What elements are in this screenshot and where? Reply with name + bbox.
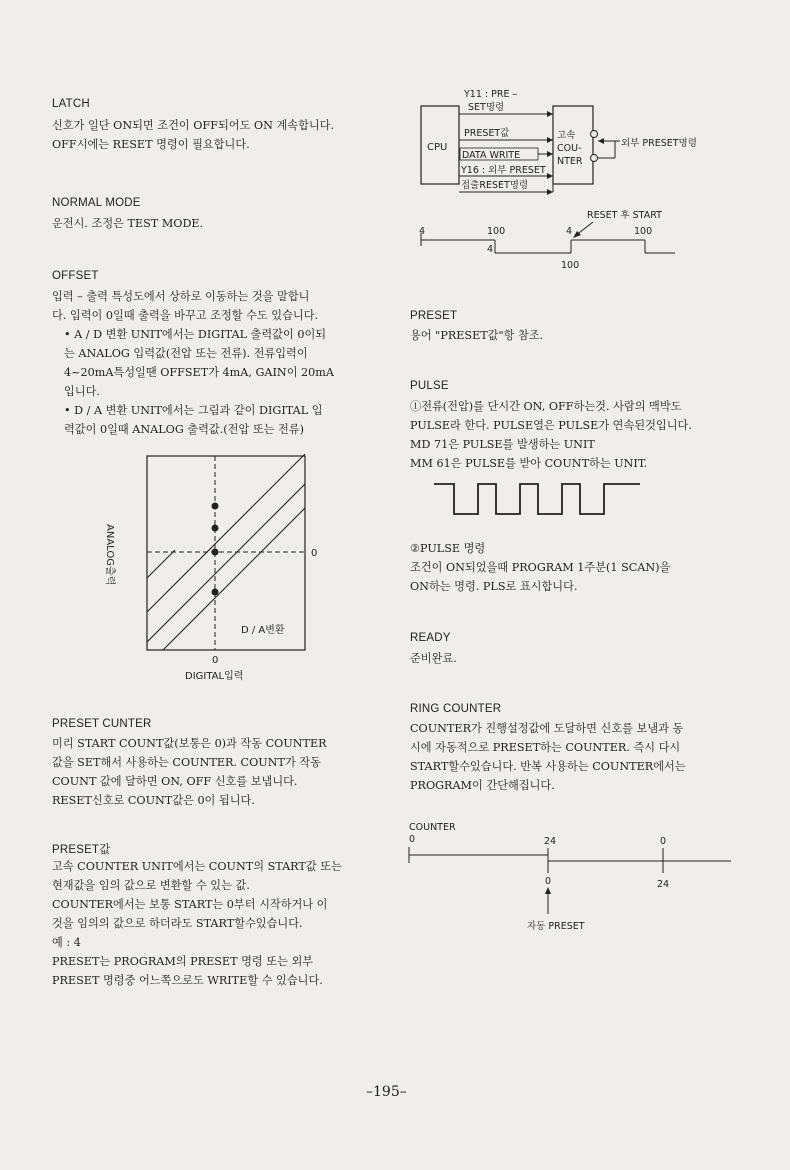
ext-reset-label: 접출RESET명령 — [461, 180, 529, 191]
ring-24-top: 24 — [544, 836, 557, 847]
offset-point-4 — [212, 589, 219, 596]
y11-label-2: SET명령 — [468, 102, 505, 113]
counter-input-1 — [591, 131, 598, 138]
offset-point-3 — [212, 549, 219, 556]
tl-value-4b: 4 — [566, 226, 573, 237]
counter-input-2 — [591, 155, 598, 162]
ring-zero-left: 0 — [409, 834, 416, 845]
chart-frame — [147, 456, 305, 650]
preset-value-label: PRESET값 — [464, 128, 510, 139]
offset-title: OFFSET — [52, 270, 99, 282]
preset-block-diagram — [415, 86, 715, 276]
ext-preset-label: 외부 PRESET명령 — [621, 138, 697, 149]
pulse-item-2: 조건이 ON되었을때 PROGRAM 1주분(1 SCAN)을 ON하는 명령. PLS로 표시합니다. — [410, 561, 671, 593]
preset-counter-title: PRESET CUNTER — [52, 718, 152, 730]
offset-chart — [95, 450, 335, 690]
tl-low-4: 4 — [487, 244, 494, 255]
latch-text: 신호가 일단 ON되면 조건이 OFF되어도 ON 계속합니다. OFF시에는 RESET 명령이 필요합니다. — [52, 119, 335, 151]
pulse-item-1: ①전류(전압)를 단시간 ON, OFF하는것. 사람의 맥박도 PULSE라 한다. PULSE열은 PULSE가 연속된것입니다. MD 71은 PULSE를 발생하는 UNIT MM 61은 PULSE를 받아 COUNT하는 UNIT. — [410, 400, 692, 470]
y11-label-1: Y11 : PRE – — [464, 89, 518, 100]
offset-text: 입력 – 출력 특성도에서 상하로 이동하는 것을 말합니 다. 입력이 0일때 출력을 바꾸고 조정할 수도 있습니다. — [52, 290, 319, 322]
pulse-waveform — [434, 484, 640, 514]
zero-bottom-label: 0 — [212, 655, 219, 666]
ready-title: READY — [410, 632, 451, 644]
x-axis-label: DIGITAL입력 — [185, 671, 244, 682]
zero-right-label: 0 — [311, 548, 318, 559]
preset-title: PRESET — [410, 310, 458, 322]
counter-label-3: NTER — [557, 156, 583, 167]
counter-label-1: 고속 — [557, 130, 576, 141]
ring-24-bottom: 24 — [657, 879, 670, 890]
restart-label: RESET 후 START — [587, 210, 662, 221]
tl-value-100b: 100 — [634, 226, 653, 237]
ring-zero-right: 0 — [660, 836, 667, 847]
ring-counter-label: COUNTER — [409, 822, 456, 833]
latch-title: LATCH — [52, 98, 90, 110]
offset-bullet-da: • D / A 변환 UNIT에서는 그림과 같이 DIGITAL 입 력값이 0일때 ANALOG 출력값.(전압 또는 전류) — [64, 404, 323, 436]
counter-label-2: COU- — [557, 143, 582, 154]
cpu-label: CPU — [427, 142, 448, 153]
characteristic-line-1 — [147, 550, 175, 578]
pulse-title: PULSE — [410, 380, 449, 392]
characteristic-line-2 — [147, 454, 305, 612]
y16-label: Y16 : 외부 PRESET — [461, 165, 546, 176]
da-label: D / A변환 — [241, 625, 285, 636]
pulse-item-2-title: ②PULSE 명령 — [410, 542, 486, 555]
preset-value-text: 고속 COUNTER UNIT에서는 COUNT의 START값 또는 현재값을 임의 값으로 변환할 수 있는 값. COUNTER에서는 보통 START는 0부터 시작하거나 이 것을 임의의 값으로 하더라도 START할수있습니다. 예 : 4 PRESET는 PROGRAM의 PRESET 명령 또는 외부 PRESET 명령중 어느쪽으로도 WRITE할 수 있습니다. — [52, 860, 342, 987]
tl-low-100: 100 — [561, 260, 580, 271]
characteristic-line-3 — [147, 484, 305, 642]
page-number: –195– — [366, 1084, 407, 1100]
ring-counter-title: RING COUNTER — [410, 703, 502, 715]
ready-text: 준비완료. — [410, 652, 457, 665]
normal-mode-text: 운전시. 조정은 TEST MODE. — [52, 217, 204, 230]
tl-value-4a: 4 — [419, 226, 426, 237]
ring-counter-diagram — [405, 818, 735, 936]
pulse-train — [432, 476, 652, 526]
y-axis-label: ANALOG출력 — [104, 524, 115, 586]
ring-zero-bottom: 0 — [545, 876, 552, 887]
preset-value-title: PRESET값 — [52, 844, 111, 856]
normal-mode-title: NORMAL MODE — [52, 197, 141, 209]
offset-point-2 — [212, 525, 219, 532]
preset-text: 용어 "PRESET값"항 참조. — [410, 329, 544, 342]
data-write-label: DATA WRITE — [462, 150, 521, 161]
auto-preset-label: 자동 PRESET — [527, 921, 585, 932]
preset-counter-text: 미리 START COUNT값(보통은 0)과 작동 COUNTER 값을 SET해서 사용하는 COUNTER. COUNT가 작동 COUNT 값에 달하면 ON, OFF 신호를 보냅니다. RESET신호로 COUNT값은 0이 됩니다. — [52, 737, 327, 807]
offset-point-1 — [212, 503, 219, 510]
offset-bullet-ad: • A / D 변환 UNIT에서는 DIGITAL 출력값이 0이되 는 ANALOG 입력값(전압 또는 전류). 전류입력이 4~20mA특성일땐 OFFSET가 4mA, GAIN이 20mA 입니다. — [64, 328, 334, 398]
tl-value-100a: 100 — [487, 226, 506, 237]
ring-counter-text: COUNTER가 진행설정값에 도달하면 신호를 보냄과 동 시에 자동적으로 PRESET하는 COUNTER. 즉시 다시 START할수있습니다. 반복 사용하는 COUNTER에서는 PROGRAM이 간단해집니다. — [410, 722, 686, 792]
